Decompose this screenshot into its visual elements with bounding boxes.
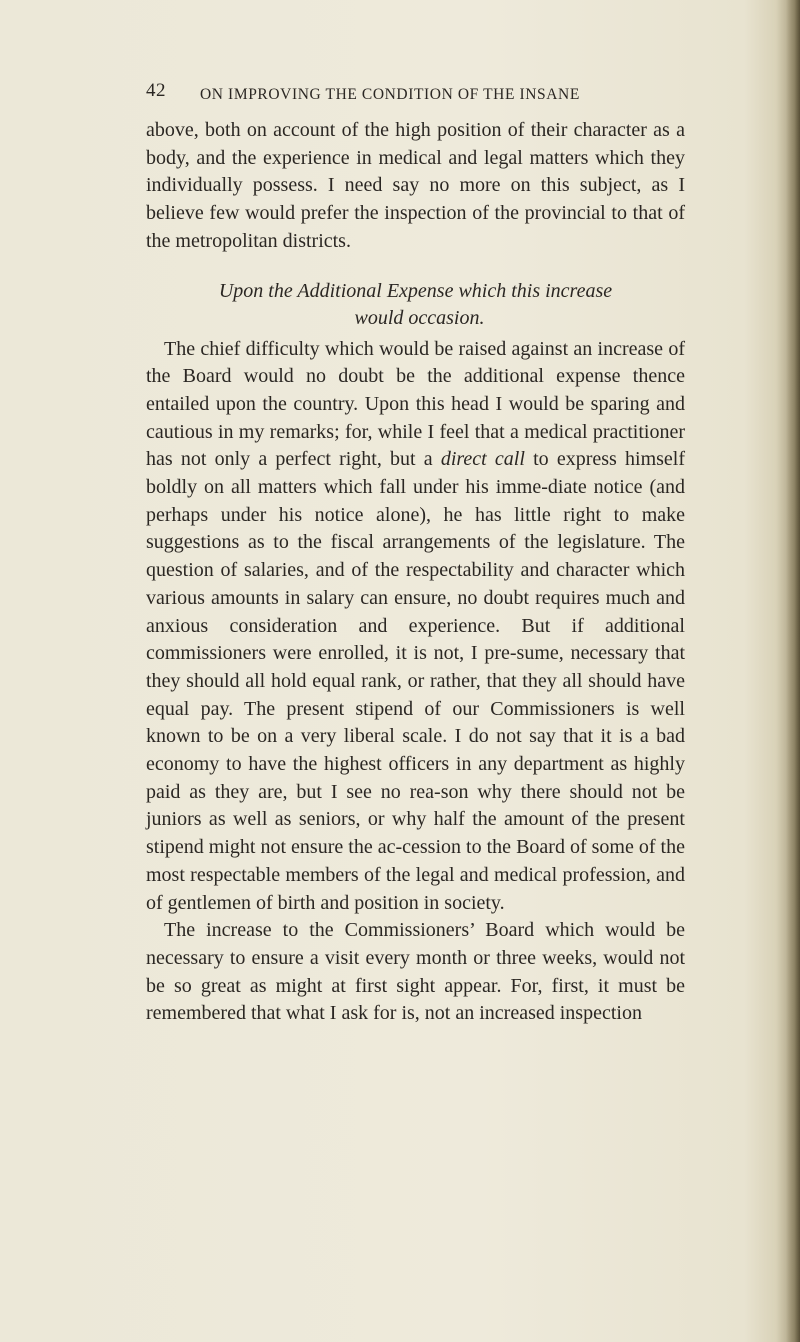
paragraph-3: The increase to the Commissioners’ Board which would be necessary to ensure a visit every month or three weeks, would not be so great as might at first sight appear. For, first, it must be remembered that what I ask for is, not an increased inspection [146, 919, 685, 1025]
running-head: ON IMPROVING THE CONDITION OF THE INSANE [200, 86, 580, 103]
paragraph-2-text-a: The chief difficulty which would be raised against an increase of the Board would no doubt be the additional expense thence entailed upon the country. Upon this head I would be sparing and cautious in my remarks; for, while I feel that a medical practitioner has not only a perfect right, but a [146, 337, 685, 471]
paragraph-2 [146, 336, 685, 918]
page-number: 42 [146, 80, 166, 101]
paragraph-2-text-b: to express himself boldly on all matters which fall under his imme-diate notice (and perhaps under his notice alone), he has little right to make suggestions as to the fiscal arrangements of the legislature. The question of salaries, and of the respectability and character which various amounts in salary can ensure, no doubt requires much and anxious consideration and experience. But if additional commissioners were enrolled, it is not, I pre-sume, necessary that they should all hold equal rank, or rather, that they all should have equal pay. The present stipend of our Commissioners is well known to be on a very liberal scale. I do not say that it is a bad economy to have the highest officers in any department as highly paid as they are, but I see no rea-son why there should not be juniors as well as seniors, or why half the amount of the present stipend might not ensure the ac-cession to the Board of some of the most respectable members of the legal and medical profession, and of gentlemen of birth and position in society. [146, 448, 685, 914]
section-heading-line-2: would occasion. [354, 306, 485, 329]
section-heading [146, 278, 685, 332]
page-edge-shadow [786, 0, 800, 1342]
paragraph-1: above, both on account of the high position of their character as a body, and the experience in medical and legal matters which they individually possess. I need say no more on this subject, as I believe few would prefer the inspection of the provincial to that of the metropolitan districts. [146, 119, 685, 252]
paragraph-2-emphasis: direct call [440, 448, 525, 471]
section-heading-line-1: Upon the Additional Expense which this increase [218, 279, 613, 302]
body-text [146, 117, 685, 1028]
